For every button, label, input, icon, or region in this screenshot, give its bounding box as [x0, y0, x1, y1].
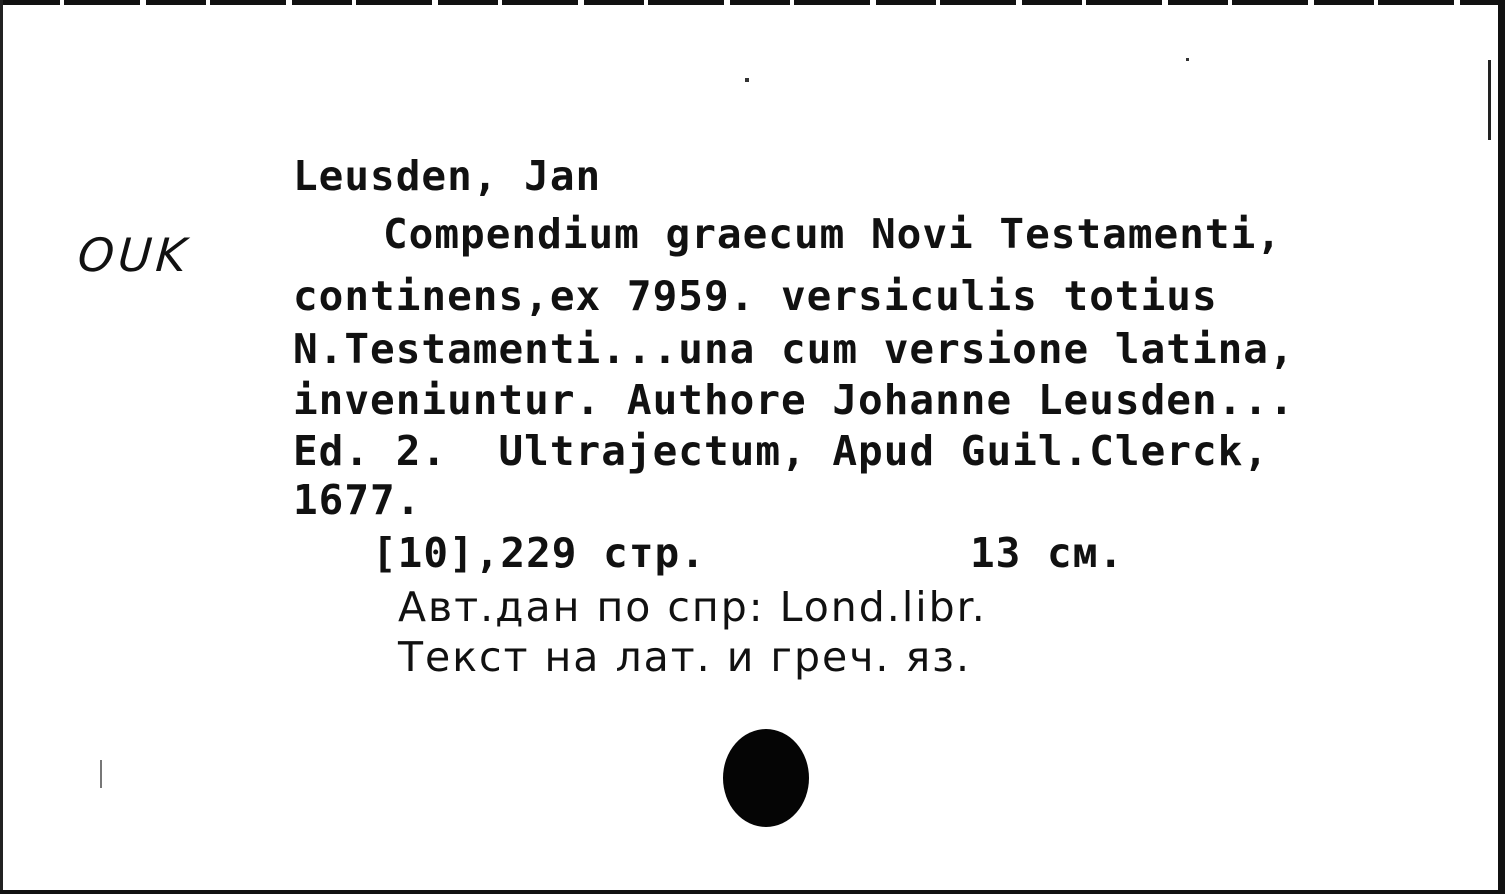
- author-source-note: Авт.дан по спр: Lond.libr.: [398, 583, 987, 631]
- title-line-2: continens,ex 7959. versiculis totius: [293, 272, 1218, 320]
- card-bottom-edge: [0, 890, 1505, 894]
- title-line-1: Compendium graecum Novi Testamenti,: [383, 210, 1282, 258]
- title-line-4: inveniuntur. Authore Johanne Leusden...: [293, 376, 1295, 424]
- pagination: [10],229 стр.: [372, 529, 706, 577]
- speck: [745, 78, 749, 82]
- language-note: Текст на лат. и греч. яз.: [398, 633, 971, 681]
- imprint-year: 1677.: [293, 476, 422, 524]
- speck: [100, 760, 102, 788]
- imprint-line: Ed. 2. Ultrajectum, Apud Guil.Clerck,: [293, 427, 1269, 475]
- card-right-edge: [1498, 0, 1505, 894]
- size: 13 см.: [970, 529, 1125, 577]
- punch-hole: [723, 729, 809, 827]
- title-line-3: N.Testamenti...una cum versione latina,: [293, 325, 1295, 373]
- author-heading: Leusden, Jan: [293, 152, 602, 200]
- speck: [1186, 58, 1189, 61]
- card-top-edge: [0, 0, 1505, 5]
- card-left-edge: [0, 0, 3, 894]
- speck: [1488, 60, 1491, 140]
- handwritten-shelf-mark: OUK: [76, 228, 192, 282]
